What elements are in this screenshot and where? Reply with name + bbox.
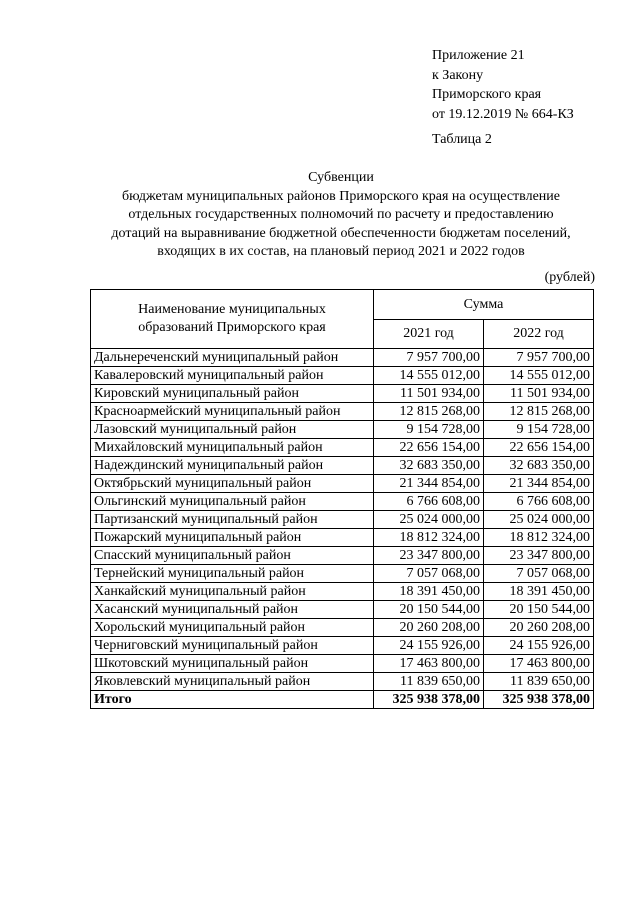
amount-2022-cell: 20 260 208,00 — [484, 619, 594, 637]
amount-2021-cell: 11 839 650,00 — [374, 673, 484, 691]
amount-2021-cell: 17 463 800,00 — [374, 655, 484, 673]
document-heading — [80, 169, 602, 262]
amount-2021-cell: 18 391 450,00 — [374, 583, 484, 601]
table-row — [91, 403, 594, 421]
column-header-sum: Сумма — [374, 290, 594, 320]
table-row — [91, 457, 594, 475]
amount-2022-cell: 6 766 608,00 — [484, 493, 594, 511]
amount-2022-cell: 14 555 012,00 — [484, 367, 594, 385]
appendix-line: к Закону — [432, 67, 484, 83]
appendix-line: Приморского края — [432, 87, 542, 102]
total-row — [91, 691, 594, 709]
header-name-line: Наименование муниципальных — [138, 302, 326, 317]
table-row — [91, 655, 594, 673]
appendix-line: Приложение 21 — [432, 48, 525, 63]
amount-2022-cell: 325 938 378,00 — [484, 691, 594, 709]
column-header-name — [91, 290, 374, 349]
amount-2021-cell: 9 154 728,00 — [374, 421, 484, 439]
amount-2022-cell: 24 155 926,00 — [484, 637, 594, 655]
table-row — [91, 529, 594, 547]
amount-2021-cell: 11 501 934,00 — [374, 385, 484, 403]
table-row — [91, 367, 594, 385]
amount-2021-cell: 32 683 350,00 — [374, 457, 484, 475]
district-name-cell: Итого — [91, 691, 374, 709]
amount-2022-cell: 12 815 268,00 — [484, 403, 594, 421]
heading-line: дотаций на выравнивание бюджетной обеспеченности бюджетам поселений, — [111, 225, 571, 241]
amount-2022-cell: 18 391 450,00 — [484, 583, 594, 601]
district-name-cell: Шкотовский муниципальный район — [91, 655, 374, 673]
district-name-cell: Хорольский муниципальный район — [91, 619, 374, 637]
district-name-cell: Надеждинский муниципальный район — [91, 457, 374, 475]
district-name-cell: Партизанский муниципальный район — [91, 511, 374, 529]
amount-2021-cell: 7 057 068,00 — [374, 565, 484, 583]
amount-2022-cell: 11 839 650,00 — [484, 673, 594, 691]
appendix-line: от 19.12.2019 № 664-КЗ — [432, 106, 574, 122]
header-name-line: образований Приморского края — [138, 320, 326, 335]
table-row — [91, 439, 594, 457]
amount-2021-cell: 23 347 800,00 — [374, 547, 484, 565]
amount-2022-cell: 17 463 800,00 — [484, 655, 594, 673]
table-row — [91, 493, 594, 511]
amount-2021-cell: 22 656 154,00 — [374, 439, 484, 457]
heading-line: бюджетам муниципальных районов Приморского края на осуществление — [122, 188, 560, 204]
district-name-cell: Пожарский муниципальный район — [91, 529, 374, 547]
table-row — [91, 385, 594, 403]
amount-2022-cell: 25 024 000,00 — [484, 511, 594, 529]
appendix-reference — [432, 46, 574, 124]
amount-2021-cell: 12 815 268,00 — [374, 403, 484, 421]
amount-2021-cell: 18 812 324,00 — [374, 529, 484, 547]
amount-2021-cell: 20 150 544,00 — [374, 601, 484, 619]
amount-2022-cell: 32 683 350,00 — [484, 457, 594, 475]
column-header-2021: 2021 год — [374, 320, 484, 349]
district-name-cell: Октябрьский муниципальный район — [91, 475, 374, 493]
district-name-cell: Спасский муниципальный район — [91, 547, 374, 565]
unit-label: (рублей) — [544, 270, 595, 285]
amount-2021-cell: 25 024 000,00 — [374, 511, 484, 529]
district-name-cell: Кавалеровский муниципальный район — [91, 367, 374, 385]
table-row — [91, 619, 594, 637]
table-row — [91, 421, 594, 439]
amount-2022-cell: 9 154 728,00 — [484, 421, 594, 439]
amount-2022-cell: 7 057 068,00 — [484, 565, 594, 583]
table-row — [91, 601, 594, 619]
table-row — [91, 565, 594, 583]
district-name-cell: Ханкайский муниципальный район — [91, 583, 374, 601]
table-row — [91, 511, 594, 529]
table-row — [91, 673, 594, 691]
amount-2021-cell: 14 555 012,00 — [374, 367, 484, 385]
district-name-cell: Красноармейский муниципальный район — [91, 403, 374, 421]
amount-2022-cell: 21 344 854,00 — [484, 475, 594, 493]
amount-2022-cell: 23 347 800,00 — [484, 547, 594, 565]
district-name-cell: Лазовский муниципальный район — [91, 421, 374, 439]
table-row — [91, 547, 594, 565]
column-header-2022: 2022 год — [484, 320, 594, 349]
table-row — [91, 583, 594, 601]
district-name-cell: Тернейский муниципальный район — [91, 565, 374, 583]
district-name-cell: Дальнереченский муниципальный район — [91, 349, 374, 367]
amount-2022-cell: 7 957 700,00 — [484, 349, 594, 367]
district-name-cell: Михайловский муниципальный район — [91, 439, 374, 457]
subsidy-table — [90, 289, 594, 709]
district-name-cell: Ольгинский муниципальный район — [91, 493, 374, 511]
amount-2022-cell: 18 812 324,00 — [484, 529, 594, 547]
amount-2021-cell: 7 957 700,00 — [374, 349, 484, 367]
heading-line: Субвенции — [308, 170, 374, 185]
district-name-cell: Кировский муниципальный район — [91, 385, 374, 403]
amount-2021-cell: 6 766 608,00 — [374, 493, 484, 511]
district-name-cell: Черниговский муниципальный район — [91, 637, 374, 655]
table-number: Таблица 2 — [432, 132, 492, 147]
amount-2021-cell: 21 344 854,00 — [374, 475, 484, 493]
table-row — [91, 637, 594, 655]
heading-line: отдельных государственных полномочий по расчету и предоставлению — [128, 207, 554, 222]
table-row — [91, 475, 594, 493]
amount-2021-cell: 24 155 926,00 — [374, 637, 484, 655]
amount-2022-cell: 22 656 154,00 — [484, 439, 594, 457]
amount-2021-cell: 325 938 378,00 — [374, 691, 484, 709]
table-row — [91, 349, 594, 367]
amount-2022-cell: 11 501 934,00 — [484, 385, 594, 403]
district-name-cell: Хасанский муниципальный район — [91, 601, 374, 619]
amount-2022-cell: 20 150 544,00 — [484, 601, 594, 619]
heading-line: входящих в их состав, на плановый период 2021 и 2022 годов — [157, 244, 525, 259]
district-name-cell: Яковлевский муниципальный район — [91, 673, 374, 691]
amount-2021-cell: 20 260 208,00 — [374, 619, 484, 637]
